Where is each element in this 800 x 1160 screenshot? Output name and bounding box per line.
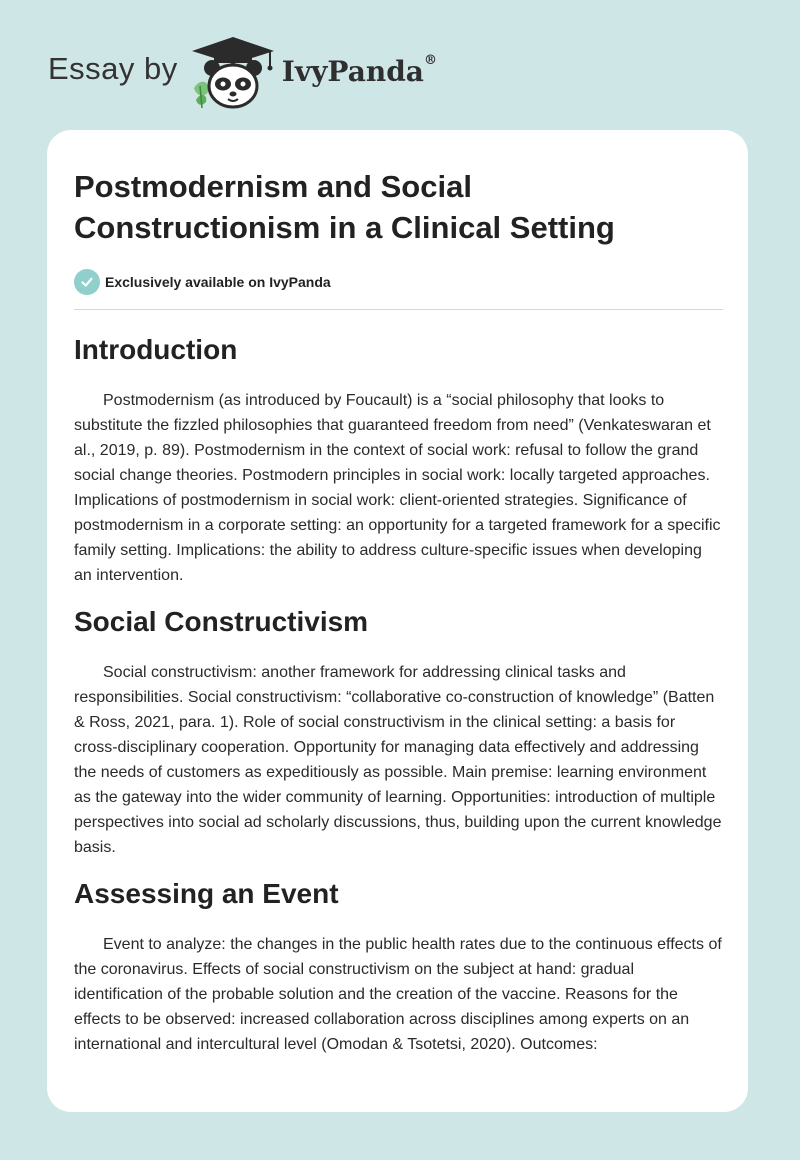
site-header [48,34,437,110]
check-icon [74,269,100,295]
section-body-introduction: Postmodernism (as introduced by Foucault) is a “social philosophy that looks to substitute the fizzled philosophies that guaranteed freedom from need” (Venkateswaran et al., 2019, p. 89). Postmodernism in the context of social work: refusal to follow the grand social change theories. Postmodern principles in social work: locally targeted approaches. Implications of postmodernism in social work: client-oriented strategies. Significance of postmodernism in a corporate setting: an opportunity for a targeted framework for a specific family setting. Implications: the ability to address culture-specific issues when developing an intervention. [74,392,721,584]
section-body-assessing-an-event: Event to analyze: the changes in the public health rates due to the continuous effects of the coronavirus. Effects of social constructivism on the subject at hand: gradual identification of the probable solution and the creation of the vaccine. Reasons for the effects to be observed: increased collaboration across disciplines among experts on an international and intercultural level (Omodan & Tsotetsi, 2020). Outcomes: [74,936,722,1053]
section-heading-social-constructivism: Social Constructivism [74,606,369,637]
article-card [47,130,748,1112]
title-divider [74,309,723,310]
article-title: Postmodernism and Social Constructionism in a Clinical Setting [74,169,615,245]
essay-by-label: Essay by [48,51,178,86]
exclusive-badge [74,268,722,296]
exclusive-label: Exclusively available on IvyPanda [105,274,331,290]
panda-graduate-icon [190,34,276,110]
brand-name: IvyPanda® [281,52,437,88]
registered-mark: ® [423,52,437,68]
section-heading-introduction: Introduction [74,334,238,365]
section-body-social-constructivism: Social constructivism: another framework for addressing clinical tasks and responsibilities. Social constructivism: “collaborative co-construction of knowledge” (Batten & Ross, 2021, para. 1). Role of social constructivism in the clinical setting: a basis for cross-disciplinary cooperation. Opportunity for managing data effectively and addressing the needs of customers as expeditiously as possible. Main premise: learning environment as the gateway into the wider community of learning. Opportunities: introduction of multiple perspectives into social ad scholarly discussions, thus, building upon the current knowledge basis. [74,664,722,856]
section-heading-assessing-an-event: Assessing an Event [74,878,339,909]
ivypanda-logo[interactable] [190,34,437,110]
